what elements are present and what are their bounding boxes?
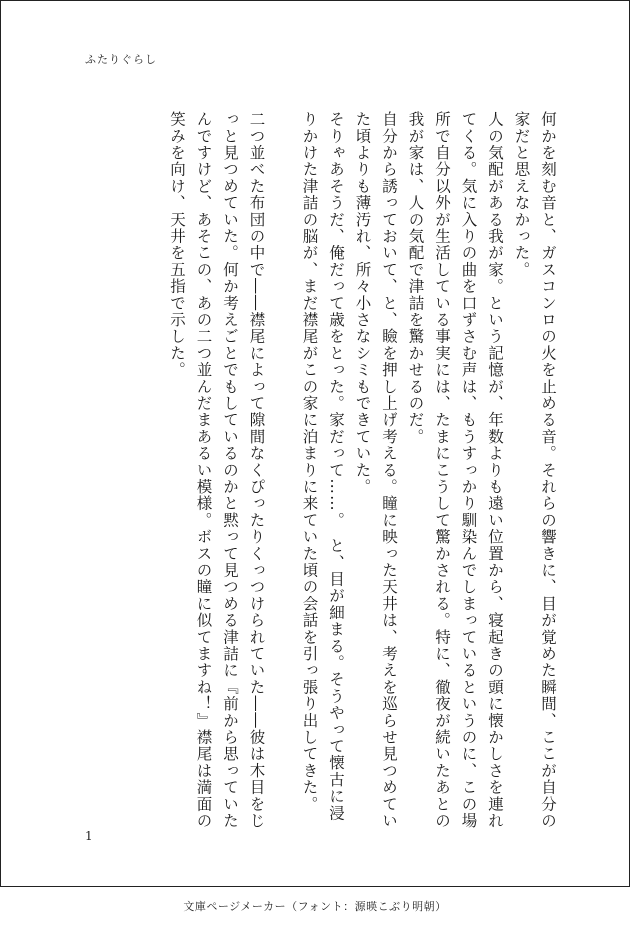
- paragraph: 何かを刻む音と、ガスコンロの火を止める音。それらの響きに、目が覚めた瞬間、ここが自分の家だと思えなかった。: [512, 111, 557, 830]
- paragraph: 自分から誘っておいて、と、瞼を押し上げ考える。瞳に映った天井は、考えを巡らせ見つめていた頃よりも薄汚れ、所々小さなシミもできていた。: [353, 111, 398, 830]
- running-header: ふたりぐらし: [85, 53, 157, 66]
- paragraph: 二つ並べた布団の中で――襟尾によって隙間なくぴったりくっつけられていた――彼は木目をじっと見つめていた。何か考えごとでもしているのかと黙って見つめる津詰に『前から思っていたんですけど、あそこの、あの二つ並んだまあるい模様。ボスの瞳に似てますね！』襟尾は満面の笑みを向け、天井を五指で示した。: [168, 111, 266, 830]
- vertical-body-text: [71, 111, 561, 831]
- footer-caption: 文庫ページメーカー（フォント：源暎こぶり明朝）: [183, 900, 447, 913]
- paragraph: そりゃあそうだ、俺だって歳をとった。家だって……。 と、目が細まる。そうやって懐古に浸りかけた津詰の脳が、まだ襟尾がこの家に泊まりに来ていた頃の会話を引っ張り出してきた。: [300, 111, 345, 822]
- page-number: 1: [85, 829, 93, 843]
- blank-line: [270, 111, 297, 831]
- paragraph: 人の気配がある我が家。という記憶が、年数よりも遠い位置から、寝起きの頭に懐かしさを連れてくる。気に入りの曲を口ずさむ声は、もうすっかり馴染んでしまっているというのに、この場所で自分以外が生活している事実には、たまにこうして驚かされる。特に、徹夜が続いたあとの我が家は、人の気配で津詰を驚かせるのだ。: [406, 111, 504, 830]
